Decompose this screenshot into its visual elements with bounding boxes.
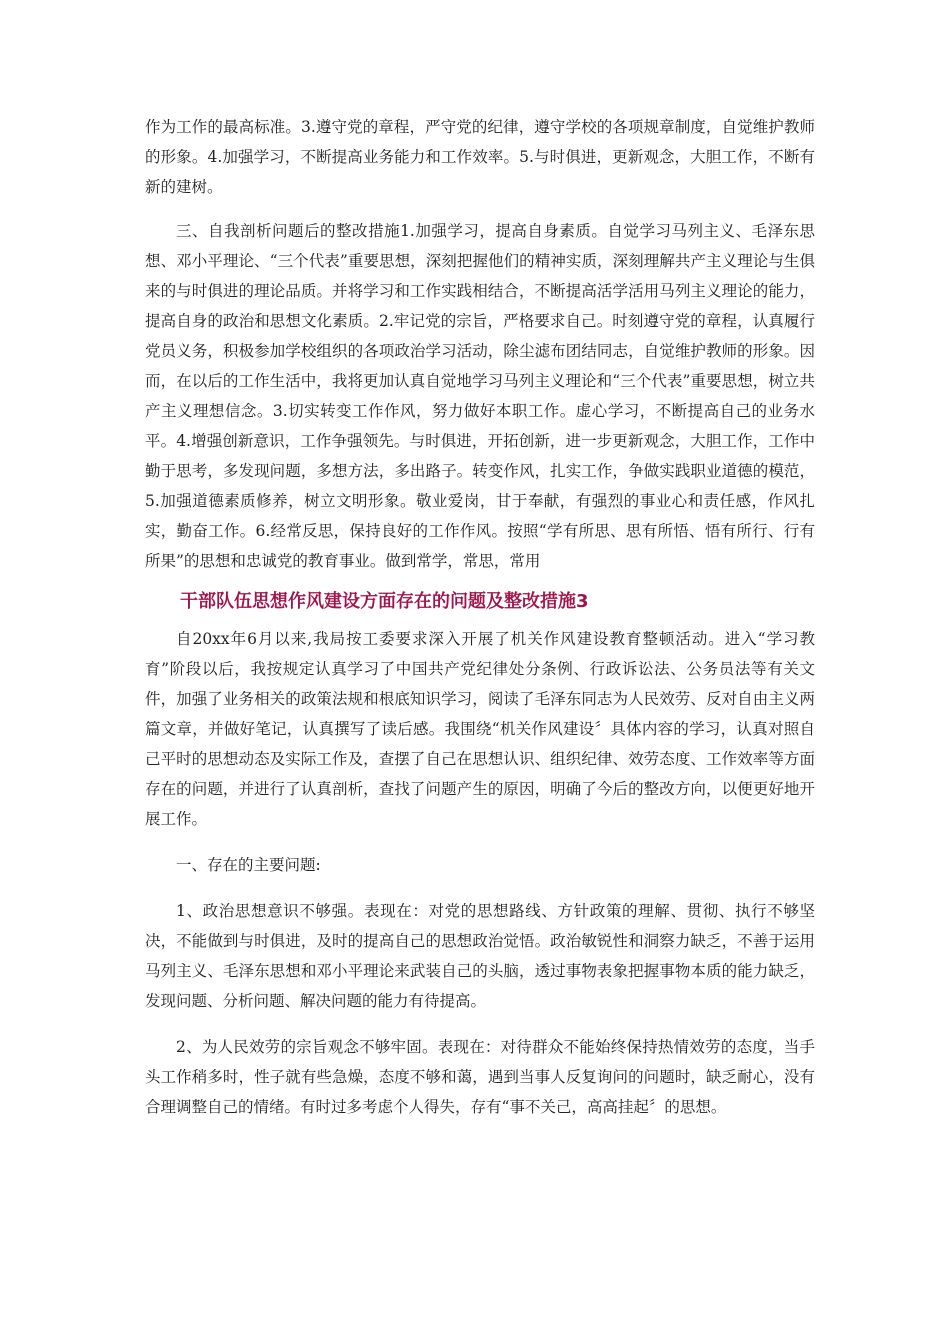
paragraph-rectification-measures: 三、自我剖析问题后的整改措施1.加强学习，提高自身素质。自觉学习马列主义、毛泽东思想、邓小平理论、“三个代表”重要思想，深刻把握他们的精神实质，深刻理解共产主义理论与生俱来的与时俱进的理论品质。并将学习和工作实践相结合，不断提高活学活用马列主义理论的能力，提高自身的政治和思想文化素质。2.牢记党的宗旨，严格要求自己。时刻遵守党的章程，认真履行党员义务，积极参加学校组织的各项政治学习活动，除尘滤布团结同志，自觉维护教师的形象。因而，在以后的工作生活中，我将更加认真自觉地学习马列主义理论和“三个代表”重要思想，树立共产主义理想信念。3.切实转变工作作风，努力做好本职工作。虚心学习，不断提高自己的业务水平。4.增强创新意识，工作争强领先。与时俱进，开拓创新，进一步更新观念，大胆工作，工作中勤于思考，多发现问题，多想方法，多出路子。转变作风，扎实工作，争做实践职业道德的模范，5.加强道德素质修养，树立文明形象。敬业爱岗，甘于奉献，有强烈的事业心和责任感，作风扎实，勤奋工作。6.经常反思，保持良好的工作作风。按照“学有所思、思有所悟、悟有所行、行有所果”的思想和忠诚党的教育事业。做到常学，常思，常用 (145, 222, 815, 570)
paragraph-problem-2: 2、为人民效劳的宗旨观念不够牢固。表现在：对待群众不能始终保持热情效劳的态度，当手头工作稍多时，性子就有些急燥，态度不够和蔼，遇到当事人反复询问的问题时，缺乏耐心，没有合理调整自己的情绪。有时过多考虑个人得失，存有“事不关己，高高挂起〞的思想。 (145, 1038, 815, 1116)
paragraph-problem-1: 1、政治思想意识不够强。表现在：对党的思想路线、方针政策的理解、贯彻、执行不够坚决，不能做到与时俱进，及时的提高自己的思想政治觉悟。政治敏锐性和洞察力缺乏，不善于运用马列主义、毛泽东思想和邓小平理论来武装自己的头脑，透过事物表象把握事物本质的能力缺乏，发现问题、分析问题、解决问题的能力有待提高。 (145, 902, 815, 1010)
paragraph-main-problems-title: 一、存在的主要问题: (176, 856, 321, 874)
paragraph-continued: 作为工作的最高标准。3.遵守党的章程，严守党的纪律，遵守学校的各项规章制度，自觉维护教师的形象。4.加强学习，不断提高业务能力和工作效率。5.与时俱进，更新观念，大胆工作，不断有新的建树。 (145, 118, 815, 196)
document-page (145, 112, 815, 1122)
paragraph-intro: 自20xx年6月以来,我局按工委要求深入开展了机关作风建设教育整顿活动。进入“学习教育”阶段以后，我按规定认真学习了中国共产党纪律处分条例、行政诉讼法、公务员法等有关文件，加强了业务相关的政策法规和根底知识学习，阅读了毛泽东同志为人民效劳、反对自由主义两篇文章，并做好笔记，认真撰写了读后感。我围绕“机关作风建设〞具体内容的学习，认真对照自己平时的思想动态及实际工作及，查摆了自己在思想认识、组织纪律、效劳态度、工作效率等方面存在的问题，并进行了认真剖析，查找了问题产生的原因，明确了今后的整改方向，以便更好地开展工作。 (145, 630, 815, 828)
section-heading: 干部队伍思想作风建设方面存在的问题及整改措施3 (180, 591, 589, 612)
